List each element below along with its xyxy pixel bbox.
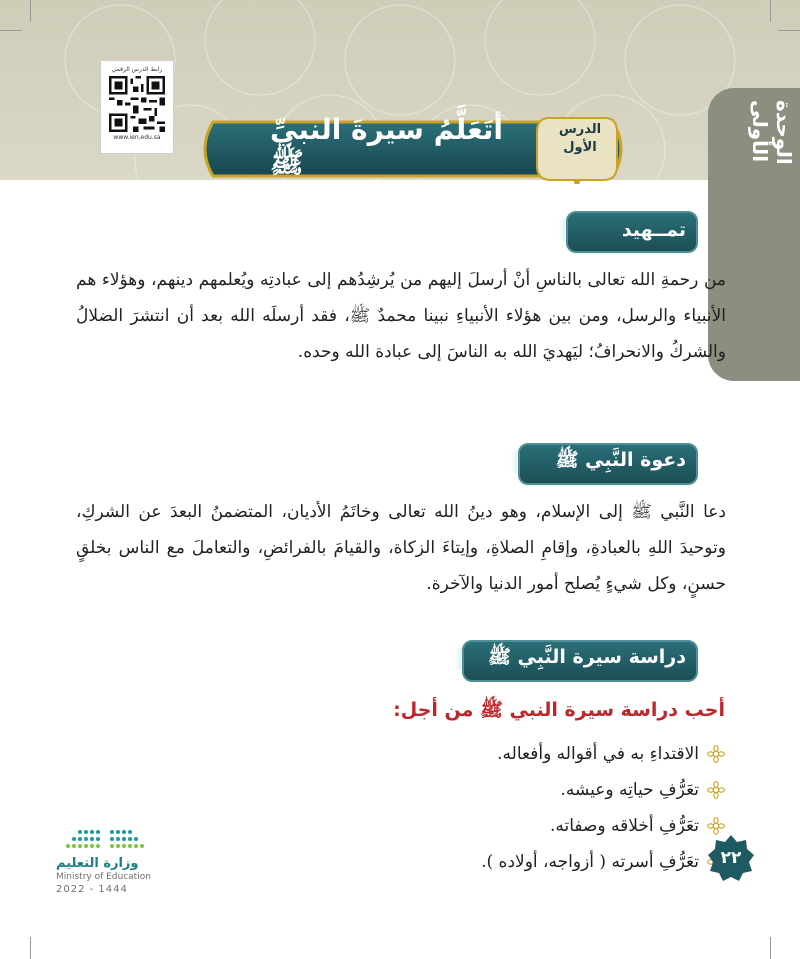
- ministry-logo: [56, 828, 156, 908]
- ministry-emblem-icon: [60, 828, 150, 854]
- section-heading-text: دراسة سيرة النَّبِي ﷺ: [487, 646, 686, 668]
- section-heading-text: تمــهيد: [621, 219, 686, 241]
- study-reasons-list: [165, 736, 725, 880]
- section-heading-call: [510, 443, 698, 481]
- unit-label: الوحدة الأولى: [748, 100, 796, 165]
- list-item: [165, 772, 725, 808]
- crop-mark: [0, 30, 22, 31]
- edition-year: 2022 - 1444: [56, 884, 128, 895]
- list-item-text: تعَرُّفِ حياتِه وعيشه.: [560, 780, 699, 800]
- lesson-title: أتَعَلَّمُ سيرةَ النبيِّ ﷺ: [270, 112, 504, 179]
- crop-mark: [30, 937, 31, 959]
- qr-code-icon: [109, 76, 165, 132]
- intro-paragraph: من رحمةِ الله تعالى بالناسِ أنْ أرسلَ إليهم من يُرشِدُهم إلى عبادتِه ويُعلمهم دينهم، وهؤلاء هم الأنبياء والرسل، ومن بين هؤلاء الأنبياءِ نبينا محمدٌ ﷺ، فقد أرسلَه الله بعد أن انتشرَ الضلالُ والشركُ والانحرافُ؛ ليَهديَ الله به الناسَ إلى عبادة الله وحده.: [76, 270, 726, 362]
- flower-bullet-icon: [707, 781, 725, 799]
- ministry-name-arabic: وزارة التعليم: [56, 856, 139, 871]
- list-item: [165, 808, 725, 844]
- crop-mark: [770, 937, 771, 959]
- qr-url[interactable]: www.ien.edu.sa: [113, 134, 161, 141]
- qr-caption: رابط الدرس الرقمي: [111, 66, 163, 73]
- crop-mark: [770, 0, 771, 22]
- section-heading-text: دعوة النَّبِي ﷺ: [555, 449, 686, 471]
- lesson-number-label: الدرس الأول: [558, 122, 602, 155]
- flower-bullet-icon: [707, 745, 725, 763]
- crop-mark: [30, 0, 31, 22]
- section-heading-study: [454, 640, 698, 678]
- list-item: [165, 844, 725, 880]
- ministry-name-english: Ministry of Education: [56, 872, 151, 882]
- section-heading-intro: [558, 211, 698, 249]
- list-item: [165, 736, 725, 772]
- list-item-text: تعَرُّفِ أخلاقه وصفاته.: [549, 816, 699, 836]
- page-number: ٢٢: [720, 848, 742, 868]
- call-paragraph: دعا النَّبي ﷺ إلى الإسلام، وهو دينُ الله تعالى وخاتَمُ الأديان، المتضمنُ البعدَ عن الشركِ، وتوحيدَ اللهِ بالعبادةِ، وإقامِ الصلاةِ، وإيتاءَ الزكاة، والقيامَ بالفرائضِ، والتعاملَ مع الناس بخلقٍ حسنٍ، وكل شيءٍ يُصلح أمور الدنيا والآخرة.: [76, 502, 726, 594]
- list-item-text: تعَرُّفِ أسرته ( أزواجه، أولاده ).: [481, 852, 699, 872]
- study-subheading: أحب دراسة سيرة النبي ﷺ من أجل:: [393, 699, 725, 721]
- qr-card[interactable]: [100, 60, 174, 154]
- list-item-text: الاقتداءِ به في أقواله وأفعاله.: [497, 744, 699, 764]
- crop-mark: [778, 30, 800, 31]
